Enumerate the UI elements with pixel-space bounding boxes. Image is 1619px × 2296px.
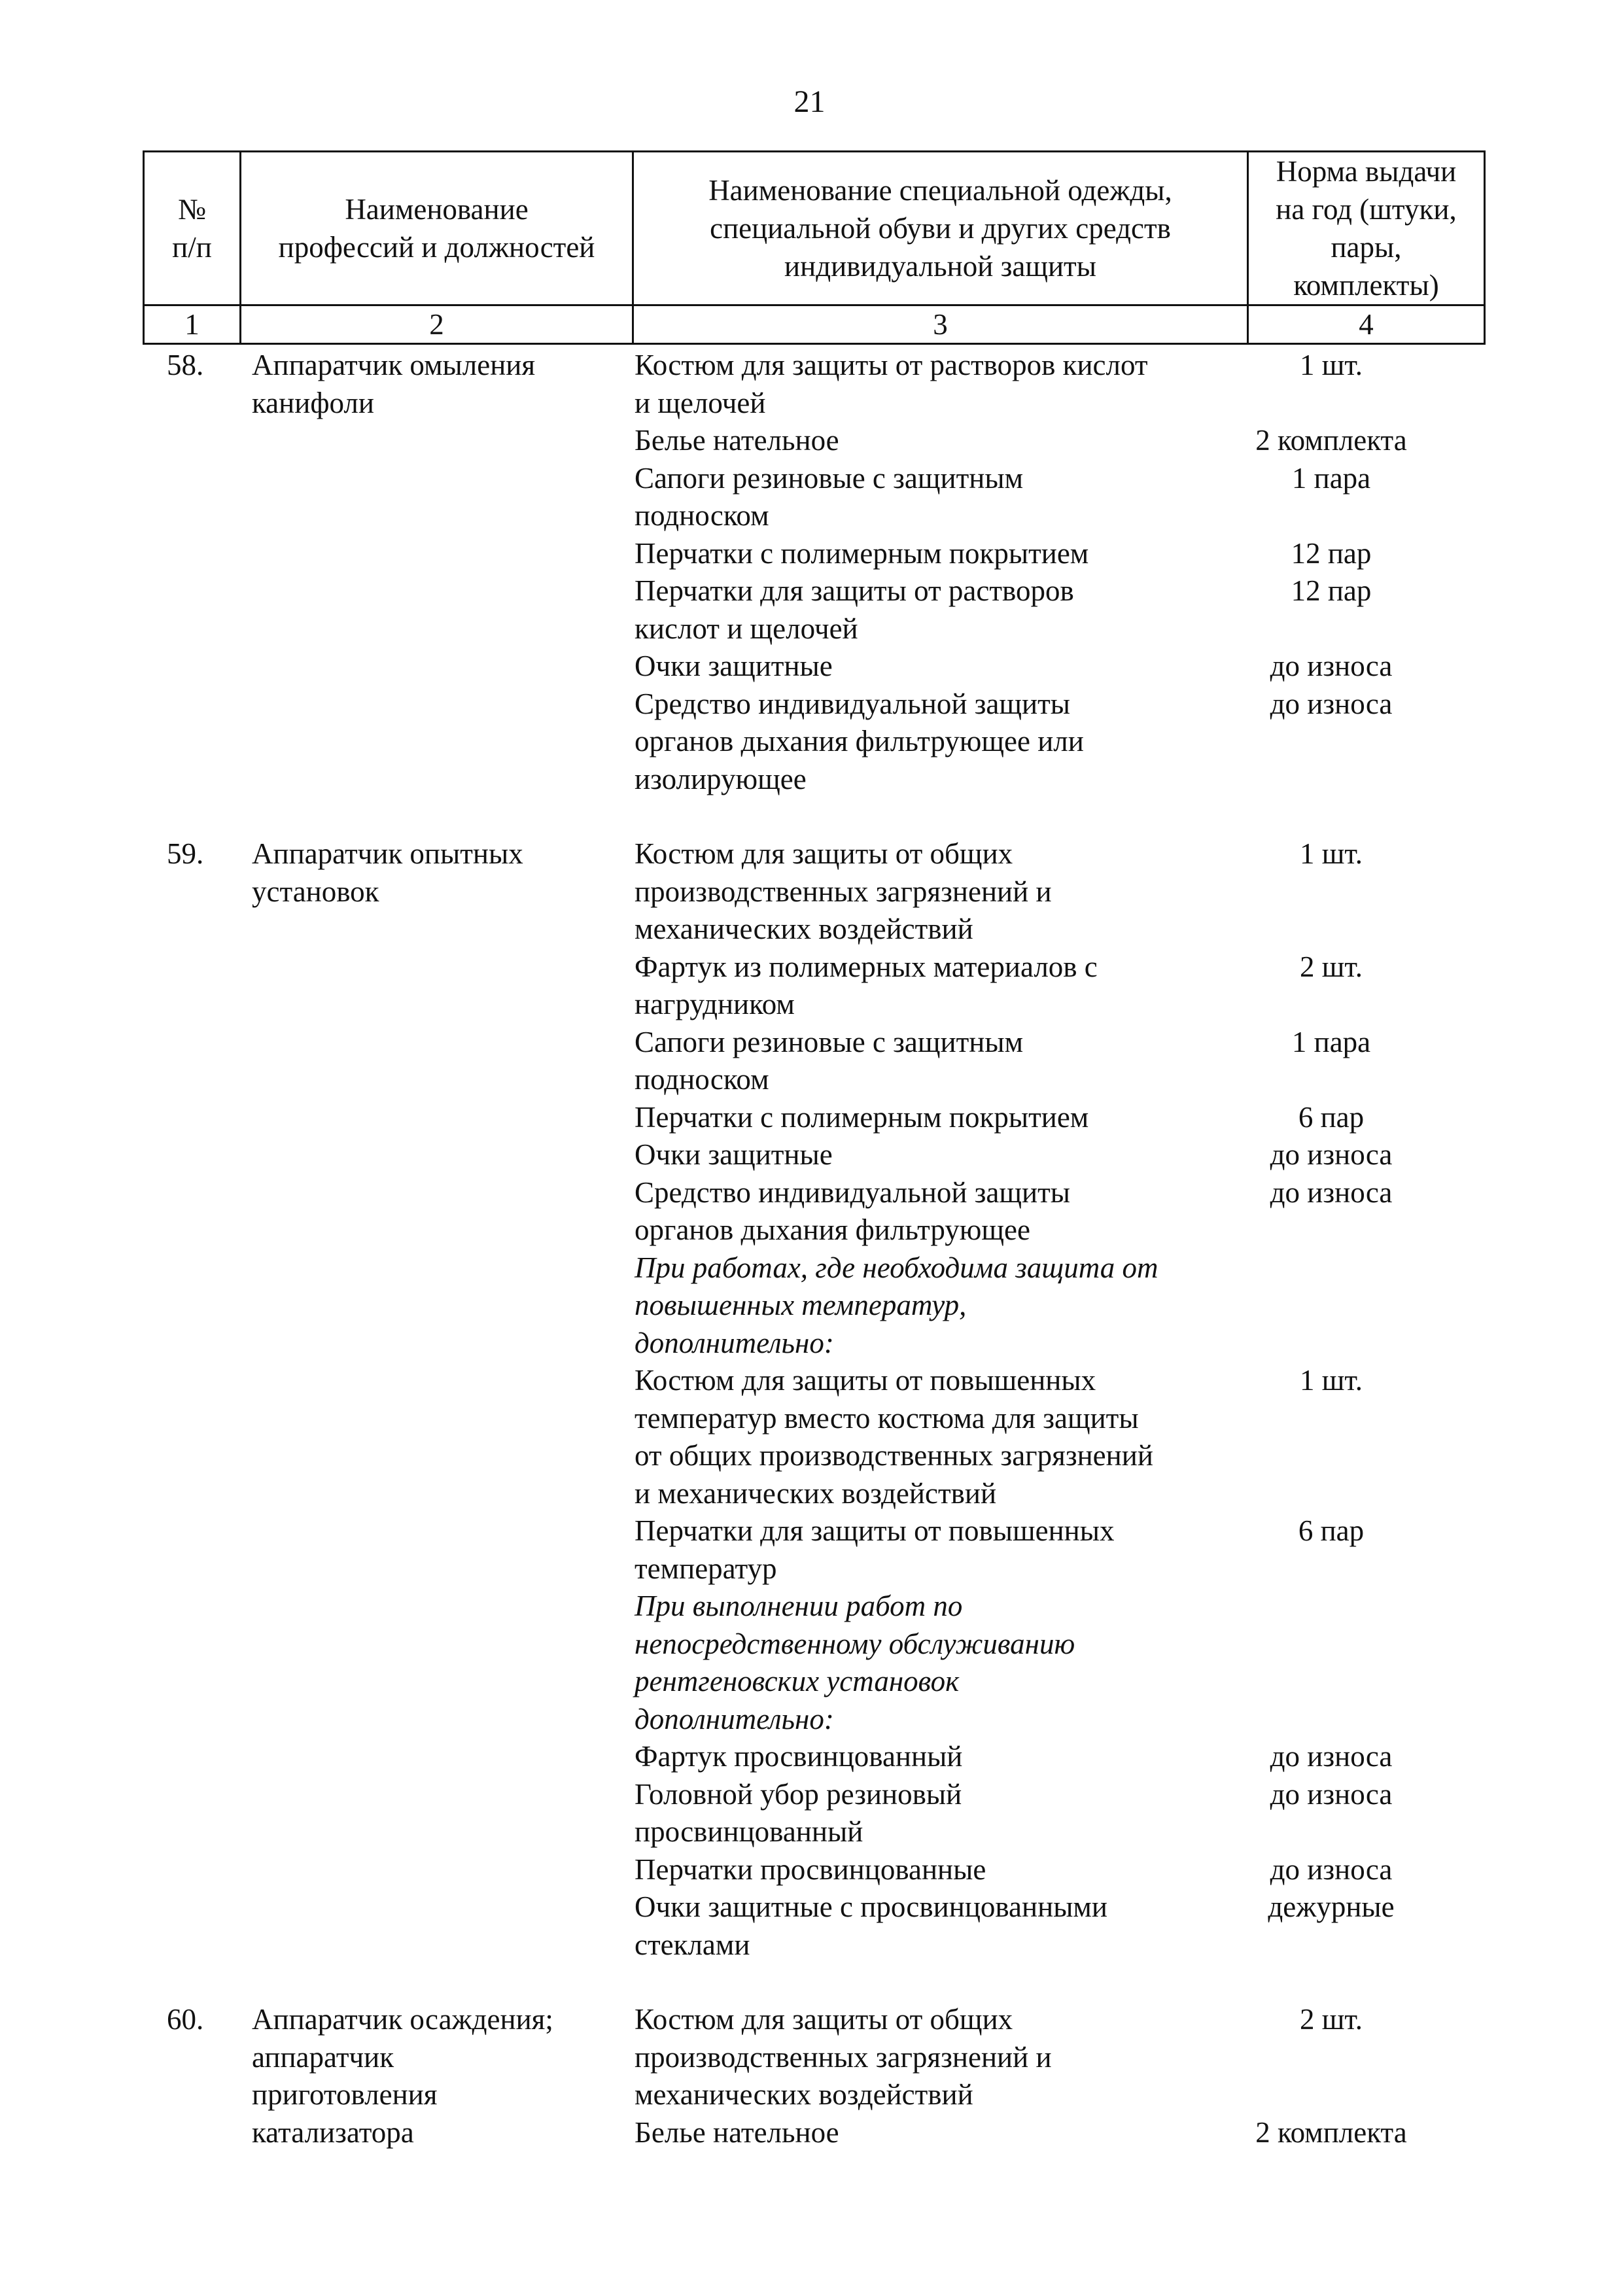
equipment-name: Средство индивидуальной защиты органов дыхания фильтрующее или изолирующее <box>635 687 1084 795</box>
equipment-item <box>635 948 1619 1024</box>
equipment-name: Сапоги резиновые с защитным подноском <box>635 1025 1024 1096</box>
equipment-name: Белье нательное <box>635 424 839 457</box>
row-number: 60. <box>167 2003 204 2036</box>
equipment-item <box>635 422 1619 460</box>
issue-norm: 2 шт. <box>1300 2003 1363 2036</box>
equipment-item <box>635 1738 1619 1776</box>
equipment-name: Костюм для защиты от общих производственных загрязнений и механических воздействий <box>635 2003 1052 2111</box>
header-col-norm: Норма выдачи на год (штуки, пары, комплекты) <box>1248 152 1485 305</box>
equipment-item <box>635 1776 1619 1851</box>
issue-norm: 6 пар <box>1298 1514 1365 1547</box>
table-row <box>0 835 1619 1964</box>
condition-note: При работах, где необходима защита от повышенных температур, дополнительно: <box>635 1251 1158 1359</box>
equipment-list <box>635 347 1619 798</box>
profession-name: Аппаратчик омыления канифоли <box>252 349 536 419</box>
equipment-item <box>635 1024 1619 1099</box>
issue-norm: 1 шт. <box>1300 837 1363 870</box>
equipment-name: Средство индивидуальной защиты органов дыхания фильтрующее <box>635 1175 1071 1246</box>
row-number: 59. <box>167 837 204 870</box>
equipment-name: Белье нательное <box>635 2115 839 2149</box>
equipment-list <box>635 835 1619 1964</box>
header-col-number: № п/п <box>144 152 241 305</box>
profession-name: Аппаратчик осаждения; аппаратчик приготовления катализатора <box>252 2003 553 2149</box>
issue-norm: 12 пар <box>1291 574 1372 607</box>
row-number: 58. <box>167 349 204 381</box>
column-number-4: 4 <box>1248 305 1485 344</box>
equipment-item <box>635 347 1619 422</box>
equipment-name: Перчатки для защиты от повышенных температур <box>635 1514 1115 1585</box>
issue-norm: до износа <box>1270 687 1393 720</box>
equipment-item <box>635 460 1619 535</box>
equipment-name: Очки защитные <box>635 650 833 682</box>
issue-norm: дежурные <box>1268 1890 1395 1923</box>
equipment-name: Костюм для защиты от растворов кислот и щелочей <box>635 349 1148 419</box>
page-number: 21 <box>793 84 826 119</box>
equipment-item <box>635 648 1619 686</box>
issue-norm: 1 шт. <box>1300 1364 1363 1397</box>
equipment-item <box>635 1174 1619 1249</box>
equipment-item <box>635 1362 1619 1512</box>
table-row <box>0 347 1619 798</box>
equipment-name: Очки защитные с просвинцованными стеклами <box>635 1890 1107 1961</box>
table-body <box>0 347 1619 2189</box>
equipment-item <box>635 1136 1619 1174</box>
equipment-list <box>635 2001 1619 2151</box>
equipment-name: Костюм для защиты от общих производственных загрязнений и механических воздействий <box>635 837 1052 945</box>
issue-norm: до износа <box>1270 650 1393 682</box>
issue-norm: до износа <box>1270 1175 1393 1209</box>
column-number-2: 2 <box>241 305 633 344</box>
equipment-item <box>635 1099 1619 1137</box>
equipment-item <box>635 835 1619 948</box>
issue-norm: до износа <box>1270 1138 1393 1171</box>
equipment-name: Головной убор резиновый просвинцованный <box>635 1777 962 1848</box>
equipment-item <box>635 2114 1619 2152</box>
equipment-item <box>635 572 1619 648</box>
equipment-name: Перчатки с полимерным покрытием <box>635 1100 1089 1134</box>
equipment-item <box>635 1851 1619 1889</box>
equipment-name: Сапоги резиновые с защитным подноском <box>635 461 1024 532</box>
condition-note: При выполнении работ по непосредственному обслуживанию рентгеновских установок дополнительно: <box>635 1590 1075 1735</box>
issue-norm: 1 пара <box>1291 461 1371 495</box>
equipment-item <box>635 1512 1619 1588</box>
issue-norm: до износа <box>1270 1740 1393 1773</box>
equipment-item <box>635 1888 1619 1964</box>
table-row <box>0 2001 1619 2151</box>
issue-norm: 12 пар <box>1291 536 1372 570</box>
issue-norm: 1 шт. <box>1300 349 1363 381</box>
equipment-name: Фартук просвинцованный <box>635 1740 963 1773</box>
issue-norm: до износа <box>1270 1852 1393 1886</box>
header-col-equipment: Наименование специальной одежды, специальной обуви и других средств индивидуальной защиты <box>633 152 1248 305</box>
equipment-name: Очки защитные <box>635 1138 833 1171</box>
header-col-profession: Наименование профессий и должностей <box>241 152 633 305</box>
issue-norm: 1 пара <box>1291 1025 1371 1058</box>
equipment-name: Фартук из полимерных материалов с нагрудником <box>635 950 1098 1020</box>
table-header <box>143 150 1486 345</box>
equipment-name: Перчатки для защиты от растворов кислот и щелочей <box>635 574 1074 645</box>
equipment-item <box>635 535 1619 573</box>
issue-norm: 2 комплекта <box>1255 2115 1407 2149</box>
equipment-name: Костюм для защиты от повышенных температур вместо костюма для защиты от общих производственных загрязнений и механических воздействий <box>635 1364 1153 1510</box>
profession-name: Аппаратчик опытных установок <box>252 837 523 908</box>
equipment-item <box>635 2001 1619 2114</box>
column-number-3: 3 <box>633 305 1248 344</box>
column-number-1: 1 <box>144 305 241 344</box>
issue-norm: 2 комплекта <box>1255 424 1407 457</box>
equipment-item <box>635 686 1619 799</box>
equipment-name: Перчатки с полимерным покрытием <box>635 536 1089 570</box>
issue-norm: 6 пар <box>1298 1100 1365 1134</box>
equipment-name: Перчатки просвинцованные <box>635 1852 986 1886</box>
issue-norm: 2 шт. <box>1300 950 1363 983</box>
issue-norm: до износа <box>1270 1777 1393 1811</box>
